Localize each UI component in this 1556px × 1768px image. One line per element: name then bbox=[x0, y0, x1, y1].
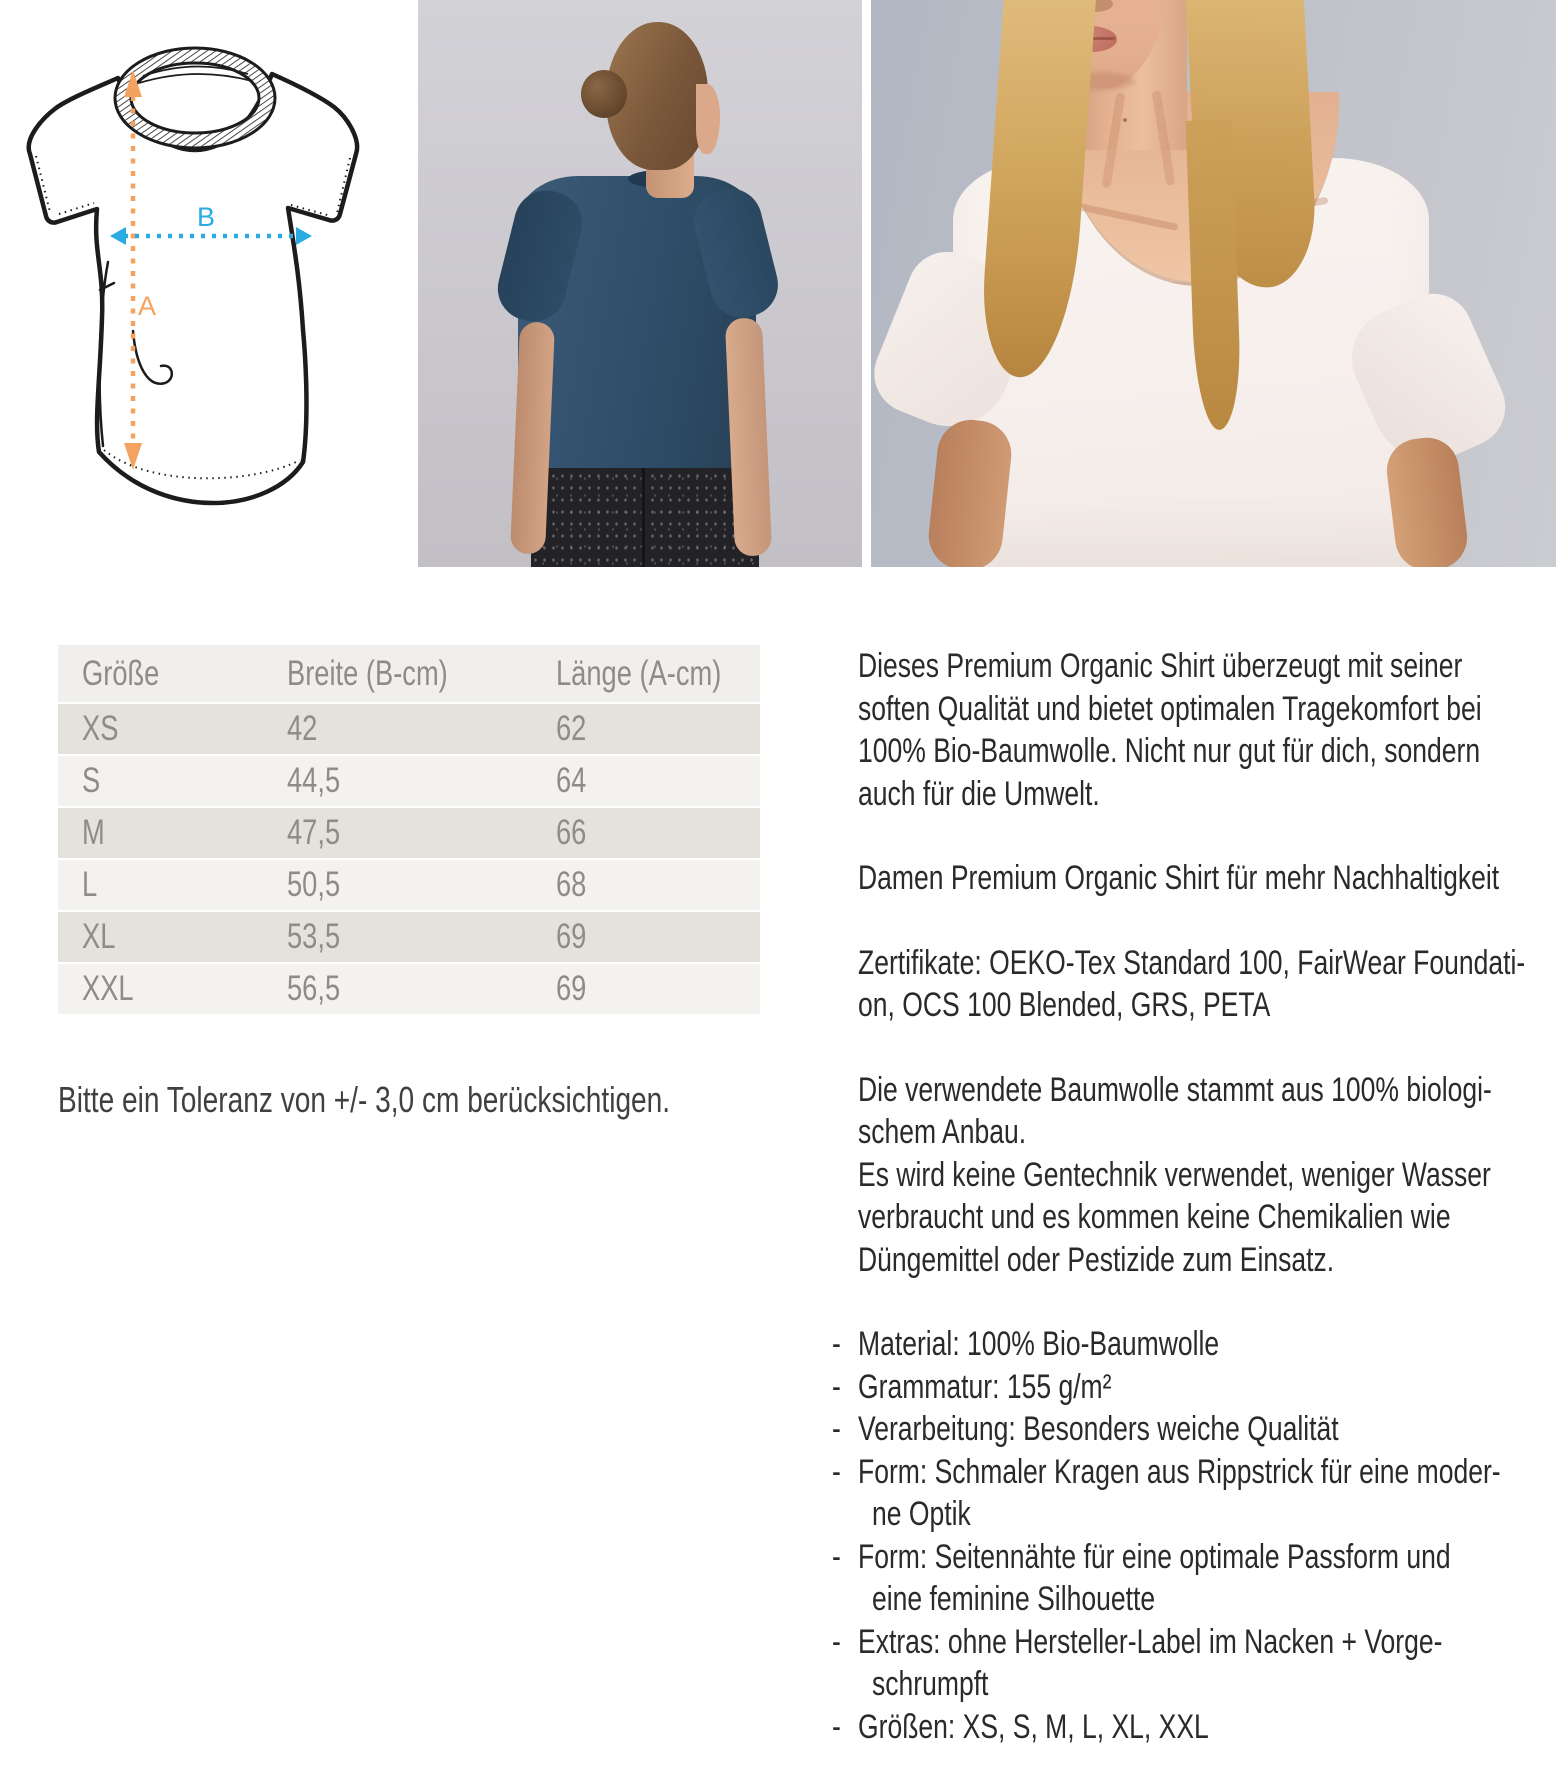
table-row bbox=[58, 756, 760, 806]
description-line bbox=[858, 730, 1556, 773]
feature-item bbox=[832, 1621, 1556, 1706]
text: auch für die Umwelt. bbox=[858, 774, 1100, 813]
text: Düngemittel oder Pestizide zum Einsatz. bbox=[858, 1240, 1335, 1279]
table-cell bbox=[263, 756, 532, 806]
text: Form: Schmaler Kragen aus Rippstrick für eine moder- bbox=[858, 1452, 1501, 1491]
text: 64 bbox=[556, 761, 587, 800]
text: Damen Premium Organic Shirt für mehr Nachhaltigkeit bbox=[858, 859, 1500, 897]
text: Es wird keine Gentechnik verwendet, weniger Wasser bbox=[858, 1155, 1491, 1194]
label-a: A bbox=[138, 291, 157, 321]
text: 69 bbox=[556, 917, 587, 956]
feature-item bbox=[832, 1451, 1556, 1536]
description-line bbox=[858, 773, 1556, 816]
bullet-marker: - bbox=[832, 1707, 841, 1746]
text: Die verwendete Baumwolle stammt aus 100% biologi- bbox=[858, 1070, 1492, 1109]
feature-line bbox=[858, 1621, 1556, 1664]
description-line bbox=[858, 1111, 1556, 1154]
feature-line bbox=[858, 1706, 1556, 1749]
feature-line bbox=[858, 1408, 1556, 1451]
text: 44,5 bbox=[287, 761, 341, 800]
description-paragraph bbox=[858, 857, 1556, 900]
description-line bbox=[858, 688, 1556, 731]
text: Größen: XS, S, M, L, XL, XXL bbox=[858, 1707, 1209, 1746]
table-cell bbox=[58, 912, 263, 962]
table-cell bbox=[58, 808, 263, 858]
text: 47,5 bbox=[287, 813, 341, 852]
table-header-cell bbox=[532, 645, 760, 702]
model-hair-bun bbox=[581, 70, 627, 118]
table-cell bbox=[263, 860, 532, 910]
text: Dieses Premium Organic Shirt überzeugt mit seiner bbox=[858, 647, 1463, 685]
table-cell bbox=[263, 912, 532, 962]
text: schem Anbau. bbox=[858, 1113, 1027, 1151]
bullet-marker: - bbox=[832, 1325, 841, 1363]
table-row bbox=[58, 912, 760, 962]
table-cell bbox=[263, 964, 532, 1014]
feature-line bbox=[872, 1493, 1556, 1536]
feature-line bbox=[872, 1663, 1556, 1706]
model-arm-right bbox=[1383, 434, 1471, 567]
table-cell bbox=[532, 912, 760, 962]
model-face-profile bbox=[696, 84, 720, 154]
photo-back-view bbox=[418, 0, 862, 567]
text: L bbox=[82, 865, 98, 904]
table-cell bbox=[58, 756, 263, 806]
table-row bbox=[58, 808, 760, 858]
text: Zertifikate: OEKO-Tex Standard 100, FairWear Foundati- bbox=[858, 943, 1526, 982]
text: 62 bbox=[556, 709, 587, 748]
label-b: B bbox=[197, 202, 216, 232]
text: Form: Seitennähte für eine optimale Passform und bbox=[858, 1537, 1451, 1576]
size-table-header bbox=[58, 645, 760, 702]
text: verbraucht und es kommen keine Chemikalien wie bbox=[858, 1198, 1451, 1236]
size-table-rows bbox=[58, 704, 760, 1014]
text: ne Optik bbox=[872, 1495, 971, 1533]
text: 53,5 bbox=[287, 917, 341, 956]
text: Breite (B-cm) bbox=[287, 653, 448, 693]
bullet-marker: - bbox=[832, 1410, 841, 1448]
text: eine feminine Silhouette bbox=[872, 1580, 1156, 1618]
bullet-marker: - bbox=[832, 1537, 841, 1576]
text: soften Qualität und bietet optimalen Tragekomfort bei bbox=[858, 689, 1482, 728]
bullet-marker: - bbox=[832, 1367, 841, 1406]
table-cell bbox=[263, 808, 532, 858]
table-cell bbox=[532, 808, 760, 858]
text: 42 bbox=[287, 709, 318, 748]
description-line bbox=[858, 1069, 1556, 1112]
description bbox=[832, 645, 1556, 1748]
feature-lines bbox=[858, 1536, 1556, 1621]
text: 68 bbox=[556, 865, 587, 904]
text: 66 bbox=[556, 813, 587, 852]
text: M bbox=[82, 813, 105, 852]
skin-mole bbox=[1123, 118, 1127, 122]
description-line bbox=[858, 1239, 1556, 1282]
table-cell bbox=[532, 964, 760, 1014]
table-row bbox=[58, 964, 760, 1014]
text: Extras: ohne Hersteller-Label im Nacken + Vorge- bbox=[858, 1622, 1443, 1661]
tolerance-note bbox=[58, 1078, 843, 1122]
feature-line bbox=[872, 1578, 1556, 1621]
feature-list bbox=[832, 1323, 1556, 1748]
description-line bbox=[858, 984, 1556, 1027]
description-line bbox=[858, 942, 1556, 985]
bullet-marker: - bbox=[832, 1622, 841, 1661]
description-line bbox=[858, 645, 1556, 688]
collar-seam-line bbox=[139, 74, 252, 83]
feature-item bbox=[832, 1536, 1556, 1621]
table-row bbox=[58, 704, 760, 754]
table-cell bbox=[58, 964, 263, 1014]
text: XL bbox=[82, 917, 116, 956]
tshirt-outline-drawing bbox=[0, 0, 410, 520]
feature-line bbox=[858, 1536, 1556, 1579]
feature-lines bbox=[858, 1706, 1556, 1749]
feature-lines bbox=[858, 1451, 1556, 1536]
description-paragraph bbox=[858, 942, 1556, 1027]
size-table bbox=[58, 645, 760, 1016]
feature-item bbox=[832, 1323, 1556, 1366]
table-row bbox=[58, 860, 760, 910]
description-line bbox=[858, 1154, 1556, 1197]
table-cell bbox=[532, 860, 760, 910]
table-cell bbox=[58, 860, 263, 910]
size-diagram bbox=[0, 0, 410, 520]
collar-ribbing bbox=[115, 48, 275, 148]
feature-lines bbox=[858, 1621, 1556, 1706]
text: Grammatur: 155 g/m² bbox=[858, 1367, 1112, 1406]
table-header-cell bbox=[58, 645, 263, 702]
tolerance-text: Bitte ein Toleranz von +/- 3,0 cm berücksichtigen. bbox=[58, 1079, 671, 1120]
feature-lines bbox=[858, 1366, 1556, 1409]
feature-line bbox=[858, 1451, 1556, 1494]
table-cell bbox=[263, 704, 532, 754]
text: schrumpft bbox=[872, 1665, 989, 1703]
description-line bbox=[858, 857, 1556, 900]
photo-front-view bbox=[871, 0, 1556, 567]
text: on, OCS 100 Blended, GRS, PETA bbox=[858, 986, 1271, 1024]
model-arm-left bbox=[925, 417, 1014, 567]
table-cell bbox=[58, 704, 263, 754]
text: 100% Bio-Baumwolle. Nicht nur gut für dich, sondern bbox=[858, 732, 1481, 770]
description-paragraph bbox=[858, 1069, 1556, 1282]
text: XS bbox=[82, 709, 119, 748]
text: Material: 100% Bio-Baumwolle bbox=[858, 1325, 1220, 1363]
feature-item bbox=[832, 1366, 1556, 1409]
table-cell bbox=[532, 704, 760, 754]
text: 56,5 bbox=[287, 969, 341, 1008]
text: 69 bbox=[556, 969, 587, 1008]
feature-lines bbox=[858, 1408, 1556, 1451]
feature-item bbox=[832, 1706, 1556, 1749]
text: Verarbeitung: Besonders weiche Qualität bbox=[858, 1410, 1339, 1448]
feature-item bbox=[832, 1408, 1556, 1451]
feature-line bbox=[858, 1366, 1556, 1409]
text: Größe bbox=[82, 653, 160, 693]
feature-lines bbox=[858, 1323, 1556, 1366]
description-line bbox=[858, 1196, 1556, 1239]
text: XXL bbox=[82, 969, 134, 1008]
description-paragraph bbox=[858, 645, 1556, 815]
bullet-marker: - bbox=[832, 1452, 841, 1491]
table-cell bbox=[532, 756, 760, 806]
feature-line bbox=[858, 1323, 1556, 1366]
jeans-seam bbox=[642, 468, 645, 567]
text: Länge (A-cm) bbox=[556, 653, 722, 693]
text: 50,5 bbox=[287, 865, 341, 904]
text: S bbox=[82, 761, 101, 800]
table-header-cell bbox=[263, 645, 532, 702]
